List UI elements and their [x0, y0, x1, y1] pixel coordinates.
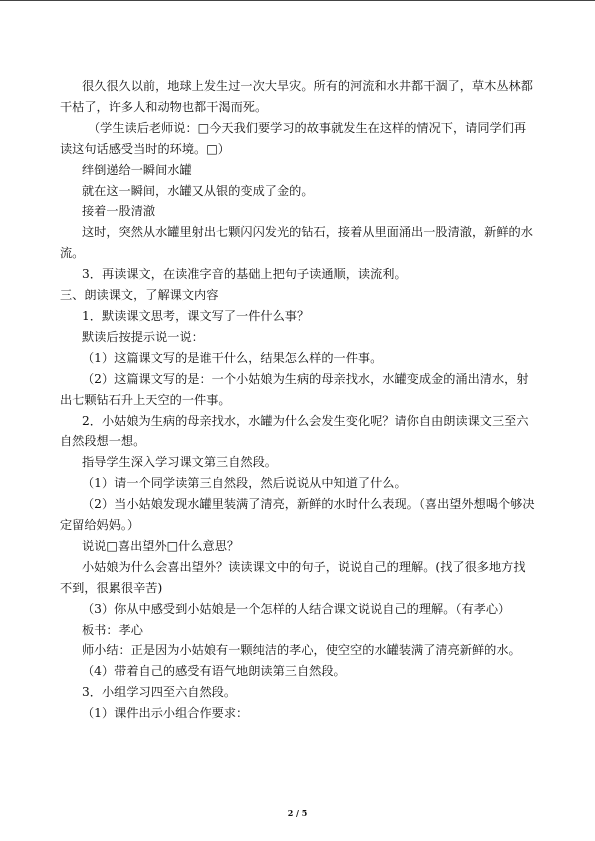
paragraph: 三、朗读课文，了解课文内容	[60, 288, 219, 303]
page-number: 2 / 5	[287, 808, 308, 818]
paragraph: （1）课件出示小组合作要求：	[82, 706, 249, 721]
paragraph: 说说□喜出望外□什么意思？	[82, 538, 240, 553]
paragraph: 很久很久以前，地球上发生过一次大旱灾。所有的河流和水井都干涸了，草木丛林都干枯了，许多人和动物也都干渴而死。	[60, 79, 533, 114]
paragraph: 指导学生深入学习课文第三自然段。	[82, 455, 277, 470]
document-body	[60, 76, 536, 724]
paragraph: （3）你从中感受到小姑娘是一个怎样的人结合课文说说自己的理解。（有孝心）	[82, 601, 511, 616]
paragraph: （学生读后老师说：□今天我们要学习的故事就发生在这样的情况下，请同学们再读这句话感受当时的环境。□）	[60, 120, 527, 156]
paragraph: （4）带着自己的感受有语气地朗读第三自然段。	[82, 664, 346, 679]
paragraph: 绊倒递给一瞬间水罐	[82, 162, 192, 177]
paragraph: 2．小姑娘为生病的母亲找水，水罐为什么会发生变化呢？请你自由朗读课文三至六自然段想一想。	[60, 413, 529, 449]
paragraph: 小姑娘为什么会喜出望外？读读课文中的句子，说说自己的理解。(找了很多地方找不到，很累很辛苦)	[60, 559, 526, 595]
paragraph: 默读后按提示说一说：	[82, 329, 204, 344]
paragraph: 这时，突然从水罐里射出七颗闪闪发光的钻石，接着从里面涌出一股清澈，新鲜的水流。	[60, 225, 533, 261]
paragraph: 3．再读课文，在读准字音的基础上把句子读通顺，读流利。	[82, 267, 407, 282]
paragraph: （1）请一个同学读第三自然段，然后说说从中知道了什么。	[82, 476, 407, 491]
top-border-line	[0, 0, 595, 1]
paragraph: 板书：孝心	[82, 622, 143, 637]
paragraph: 1．默读课文思考，课文写了一件什么事？	[82, 308, 310, 323]
paragraph: （2）当小姑娘发现水罐里装满了清亮，新鲜的水时什么表现。（喜出望外想喝个够决定留给妈妈。）	[60, 497, 535, 533]
paragraph: 就在这一瞬间，水罐又从银的变成了金的。	[82, 183, 314, 198]
paragraph: （2）这篇课文写的是：一个小姑娘为生病的母亲找水，水罐变成金的涌出清水，射出七颗钻石升上天空的一件事。	[60, 371, 529, 407]
paragraph: 3．小组学习四至六自然段。	[82, 685, 237, 700]
paragraph: 接着一股清澈	[82, 204, 156, 219]
paragraph: （1）这篇课文写的是谁干什么，结果怎么样的一件事。	[82, 350, 383, 365]
paragraph: 师小结：正是因为小姑娘有一颗纯洁的孝心，使空空的水罐装满了清亮新鲜的水。	[82, 643, 521, 658]
